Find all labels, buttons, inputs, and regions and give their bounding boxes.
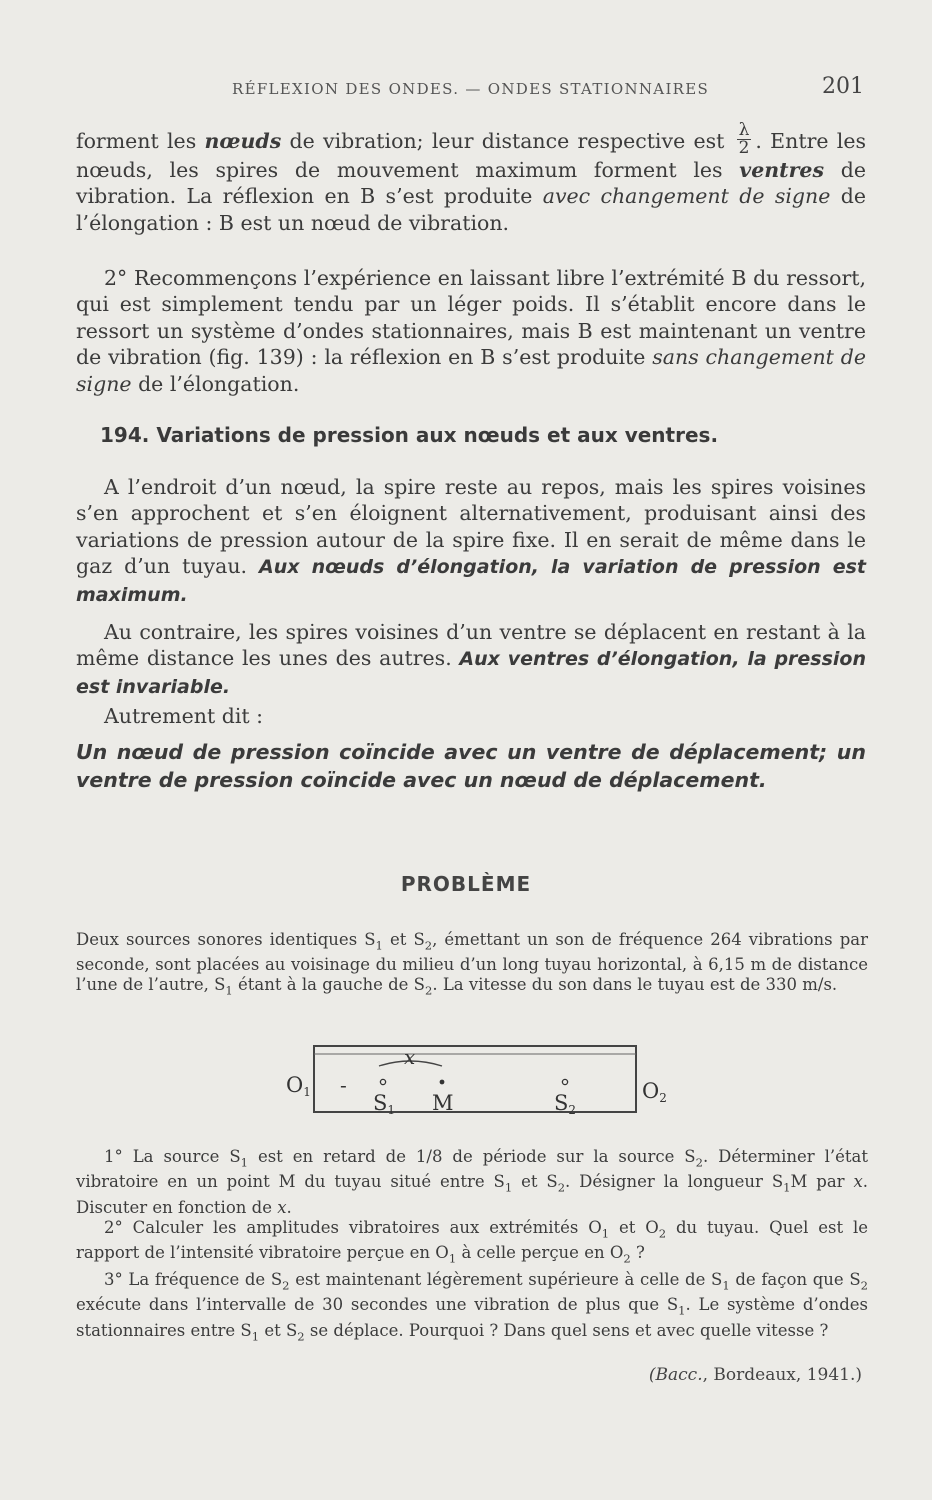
problem-title: PROBLÈME — [400, 872, 532, 896]
text-run: . Discuter en fonction de — [76, 1172, 868, 1217]
source-place-year: , Bordeaux, 1941.) — [702, 1365, 862, 1385]
label-o1: O1 — [286, 1073, 311, 1099]
text-run: A l’endroit d’un nœud, la spire reste au repos, mais les spires voisines s’en approchent et s’en éloignent alternativement, produisant ainsi des variations de pression autour de la spire fixe. Il en serait de même dans le gaz d’un tuyau. — [76, 475, 866, 579]
text-run: est en retard de 1/8 de période sur la source S — [248, 1147, 696, 1166]
fraction-numerator: λ — [738, 120, 750, 140]
variable-x: x — [277, 1197, 287, 1217]
text-run: . — [286, 1197, 292, 1217]
term-ventres: ventres — [739, 158, 824, 182]
question-1 — [76, 1147, 868, 1218]
text-run: étant à la gauche de S — [232, 975, 425, 995]
variable-x: x — [853, 1172, 863, 1192]
text-run: 1° La source S — [104, 1147, 241, 1166]
subscript: 2 — [557, 1180, 566, 1195]
text-run: et O — [609, 1218, 659, 1237]
subscript: 2 — [860, 1278, 869, 1293]
subscript: 2 — [424, 983, 433, 998]
text-run: de façon que S — [729, 1270, 861, 1289]
subscript: 1 — [783, 1180, 791, 1195]
text-run: 2° Recommençons l’expérience en laissant libre l’extrémité B du ressort, qui est simplement tendu par un léger poids. Il s’établit encore dans le ressort un système d’ondes stationnaires, mais B est maintenant un ventre de vibration (fig. 139) : la réflexion en B s’est produite — [76, 266, 866, 370]
subscript: 2 — [695, 1155, 703, 1170]
fraction-lambda-over-2 — [737, 122, 752, 157]
text-run: et S — [259, 1320, 298, 1340]
subscript: 2 — [623, 1251, 631, 1266]
subscript: 1 — [678, 1303, 686, 1318]
paragraph-autrement-dit: Autrement dit : — [104, 704, 264, 728]
text-run: 3° La fréquence de S — [104, 1270, 283, 1289]
subscript: 1 — [375, 938, 383, 953]
source-s1-marker — [380, 1079, 385, 1084]
subscript: 1 — [504, 1180, 513, 1195]
text-run: 2° Calculer les amplitudes vibratoires aux extrémités O — [104, 1218, 602, 1237]
text-run: de l’élongation. — [131, 371, 300, 396]
label-s1: S1 — [373, 1091, 396, 1117]
subscript: 1 — [448, 1251, 457, 1266]
page-header — [74, 74, 864, 104]
text-run: et S — [382, 930, 425, 949]
page-number: 201 — [822, 74, 864, 99]
source-reference — [649, 1365, 862, 1385]
label-m: M — [432, 1091, 454, 1115]
text-run: Deux sources sonores identiques S — [76, 930, 376, 949]
text-run: exécute dans l’intervalle de 30 secondes une vibration de plus que S — [76, 1295, 679, 1315]
emphasis-statement: Aux nœuds d’élongation, la variation de pression est maximum. — [76, 556, 867, 606]
conclusion-statement: Un nœud de pression coïncide avec un ventre de déplacement; un ventre de pression coïncide avec un nœud de déplacement. — [76, 740, 866, 792]
running-head: RÉFLEXION DES ONDES. — ONDES STATIONNAIRES — [232, 80, 710, 98]
section-heading — [100, 423, 718, 447]
text-run: de vibration. La réflexion en B s’est produite — [76, 158, 866, 209]
text-run: . Désigner la longueur S — [565, 1172, 784, 1192]
paragraph-free-end — [76, 265, 866, 397]
tube-outline — [314, 1046, 636, 1112]
subscript: 2 — [424, 938, 433, 953]
text-run: forment les — [76, 129, 205, 153]
subscript: 1 — [251, 1328, 260, 1343]
text-run: est maintenant légèrement supérieure à celle de S — [289, 1270, 723, 1289]
label-s2: S2 — [554, 1091, 577, 1117]
subscript: 1 — [225, 983, 233, 998]
problem-statement — [76, 930, 868, 1001]
dash-mark: - — [340, 1073, 347, 1097]
subscript: 1 — [722, 1278, 730, 1293]
text-run: . Le système d’ondes stationnaires entre S — [76, 1295, 868, 1340]
question-3 — [76, 1270, 868, 1346]
italic-phrase: avec changement de signe — [542, 184, 831, 209]
subscript: 1 — [240, 1155, 248, 1170]
text-run: ? — [630, 1243, 645, 1263]
section-number: 194. — [100, 423, 150, 447]
text-run: se déplace. Pourquoi ? Dans quel sens et avec quelle vitesse ? — [304, 1320, 829, 1340]
text-run: de l’élongation : B est un nœud de vibration. — [76, 184, 866, 235]
label-o2: O2 — [642, 1079, 667, 1105]
paragraph-pressure-nodes — [76, 474, 866, 608]
text-run: à celle perçue en O — [456, 1243, 624, 1263]
subscript: 1 — [601, 1226, 610, 1241]
paragraph-pressure-antinodes — [76, 619, 866, 700]
source-s2-marker — [562, 1079, 567, 1084]
label-x: x — [404, 1045, 416, 1069]
subscript: 2 — [282, 1278, 290, 1293]
section-title: Variations de pression aux nœuds et aux ventres. — [156, 423, 719, 447]
text-run: Au contraire, les spires voisines d’un ventre se déplacent en restant à la même distance les unes des autres. — [76, 620, 866, 671]
italic-phrase: sans changement de signe — [76, 345, 866, 396]
text-run: . La vitesse du son dans le tuyau est de 330 m/s. — [432, 975, 838, 995]
text-run: du tuyau. Quel est le rapport de l’intensité vibratoire perçue en O — [76, 1218, 868, 1263]
text-run: de vibration; leur distance respective est — [281, 129, 733, 153]
point-m-marker — [440, 1080, 445, 1085]
text-run: M par — [790, 1172, 854, 1192]
fraction-denominator: 2 — [738, 138, 750, 158]
text-run: . Entre les nœuds, les spires de mouvement maximum forment les — [76, 129, 866, 182]
text-run: , émettant un son de fréquence 264 vibrations par seconde, sont placées au voisinage du milieu d’un long tuyau horizontal, à 6,15 m de distance l’une de l’autre, S — [76, 930, 868, 995]
paragraph-nodes — [76, 120, 866, 236]
emphasis-statement: Aux ventres d’élongation, la pression est invariable. — [76, 648, 867, 698]
subscript: 2 — [658, 1226, 667, 1241]
source-exam: (Bacc. — [648, 1365, 703, 1385]
tube-diagram — [282, 1036, 682, 1131]
paragraph-conclusion — [76, 738, 866, 794]
term-noeuds: nœuds — [204, 129, 282, 153]
question-2 — [76, 1218, 868, 1269]
text-run: . Déterminer l’état vibratoire en un point M du tuyau situé entre S — [76, 1147, 868, 1192]
subscript: 2 — [297, 1328, 305, 1343]
text-run: et S — [512, 1172, 558, 1192]
